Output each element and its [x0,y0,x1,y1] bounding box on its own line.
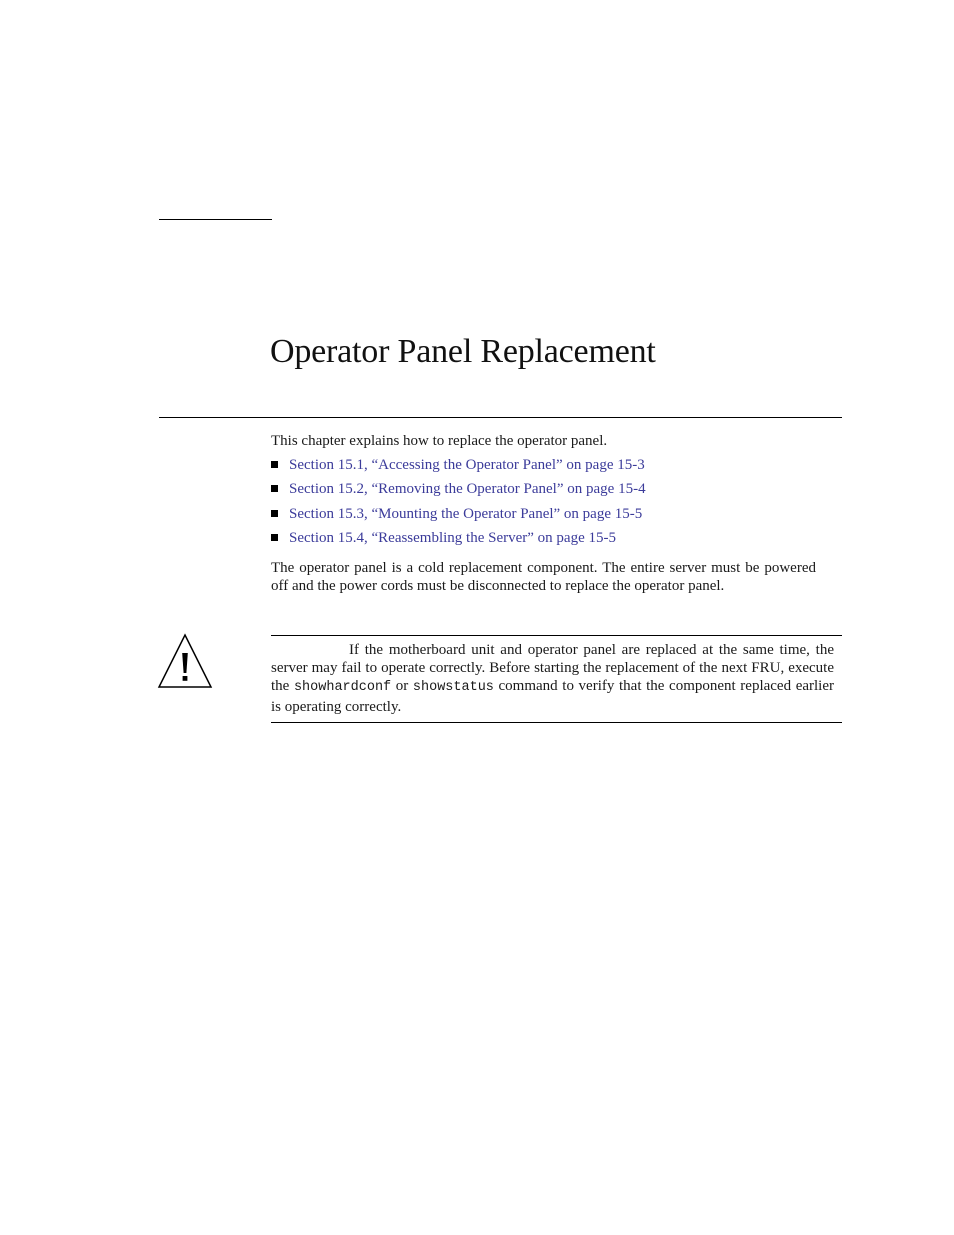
caution-text [271,641,834,716]
caution-triangle-icon [157,633,213,689]
caution-box [271,635,842,723]
square-bullet-icon [271,510,278,517]
section-link-15-4[interactable]: Section 15.4, “Reassembling the Server” on page 15-5 [289,530,616,547]
section-link-15-3[interactable]: Section 15.3, “Mounting the Operator Panel” on page 15-5 [289,505,643,522]
caution-text-part-3: command to verify that the component replaced earlier is operating correctly. [271,678,834,715]
title-rule [159,417,842,418]
square-bullet-icon [271,534,278,541]
command-showhardconf: showhardconf [293,680,392,696]
chapter-title: Operator Panel Replacement [270,333,656,370]
section-link-15-1[interactable]: Section 15.1, “Accessing the Operator Panel” on page 15-3 [289,457,645,473]
square-bullet-icon [271,485,278,492]
caution-text-part-1: If the motherboard unit and operator panel are replaced at the same time, the server may fail to operate correctly. Before starting the replacement of the next FRU, execute the [271,642,834,695]
chapter-rule [159,219,272,220]
body-paragraph: The operator panel is a cold replacement component. The entire server must be powered off and the power cords must be disconnected to replace the operator panel. [271,560,816,595]
square-bullet-icon [271,461,278,468]
section-link-15-2[interactable]: Section 15.2, “Removing the Operator Panel” on page 15-4 [289,481,646,498]
command-showstatus: showstatus [412,680,494,696]
intro-text: This chapter explains how to replace the operator panel. [271,433,608,449]
caution-text-part-2: or [391,678,413,695]
